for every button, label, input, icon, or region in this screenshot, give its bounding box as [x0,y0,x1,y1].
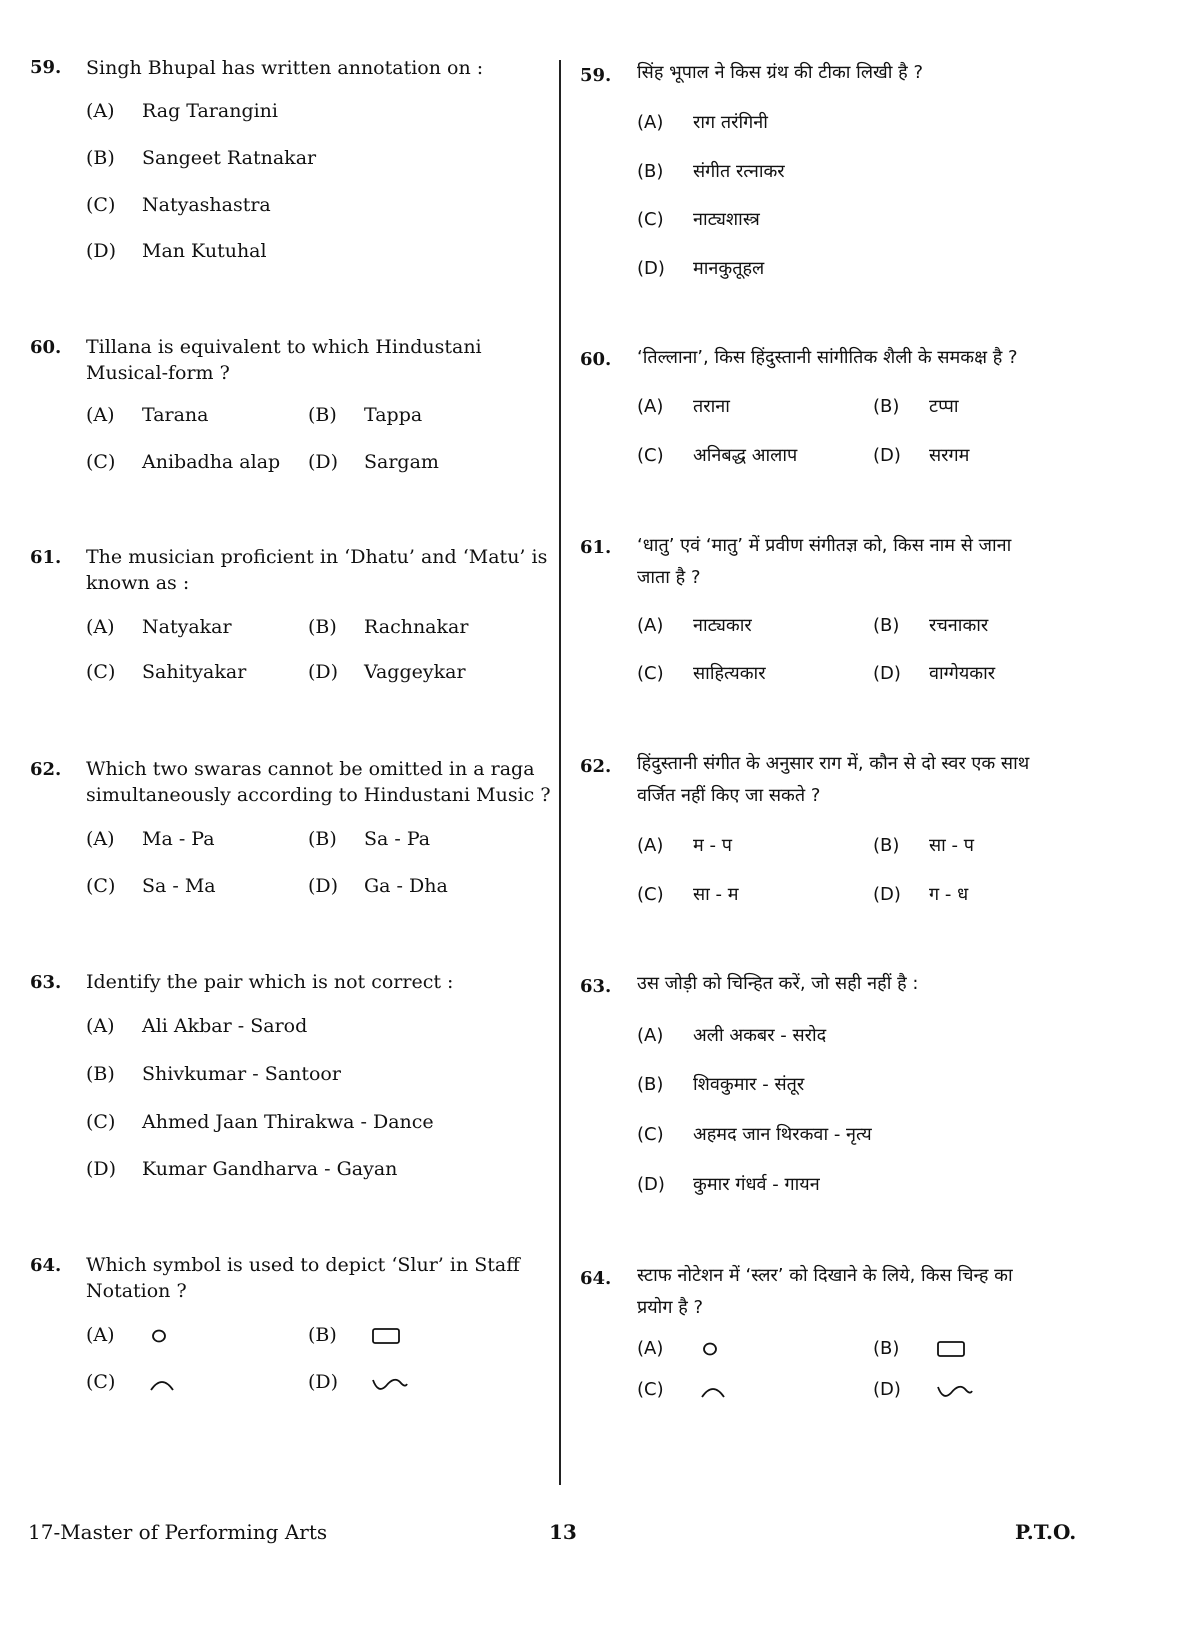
option-b: (B) [873,1338,967,1360]
question-text: The musician proficient in ‘Dhatu’ and ‘Matu’ is known as : [86,546,548,594]
question-text: Identify the pair which is not correct : [86,971,454,993]
option-c: (C) अनिबद्ध आलाप [637,445,798,466]
question-number: 59. [580,65,612,86]
question-text: Which two swaras cannot be omitted in a raga simultaneously according to Hindustani Music ? [86,758,551,806]
page-number: 13 [549,1520,577,1544]
option-a: (A) राग तरंगिनी [637,112,768,133]
option-c: (C) [86,1371,176,1394]
question-number: 64. [30,1255,62,1276]
pto-label: P.T.O. [1015,1520,1077,1544]
option-a: (A) Tarana [86,404,209,426]
option-d: (D) सरगम [873,445,970,466]
option-c: (C) Sa - Ma [86,875,216,897]
rectangle-symbol-icon [370,1325,402,1347]
question-text: सिंह भूपाल ने किस ग्रंथ की टीका लिखी है ? [637,62,923,83]
question-text: उस जोड़ी को चिन्हित करें, जो सही नहीं है : [637,973,919,994]
question-text: Tillana is equivalent to which Hindustani Musical-form ? [86,336,482,384]
wavy-symbol-icon [935,1379,975,1401]
slur-arc-symbol-icon [699,1379,727,1401]
question-text: स्टाफ नोटेशन में ‘स्लर’ को दिखाने के लिये, किस चिन्ह का प्रयोग है ? [637,1265,1013,1318]
option-a: (A) Natyakar [86,616,232,638]
option-a: (A) तराना [637,396,730,417]
option-b: (B) [308,1324,402,1347]
option-d: (D) मानकुतूहल [637,258,765,279]
rectangle-symbol-icon [935,1338,967,1360]
option-c: (C) Anibadha alap [86,451,281,473]
option-d: (D) Man Kutuhal [86,240,267,262]
option-d: (D) कुमार गंधर्व - गायन [637,1174,820,1195]
circle-symbol-icon [699,1338,721,1360]
option-c: (C) सा - म [637,884,739,905]
option-c: (C) Ahmed Jaan Thirakwa - Dance [86,1111,434,1133]
option-d: (D) ग - ध [873,884,969,905]
question-number: 63. [30,972,62,993]
question-text: ‘धातु’ एवं ‘मातु’ में प्रवीण संगीतज्ञ को, किस नाम से जाना जाता है ? [637,535,1012,588]
option-d: (D) [308,1371,410,1394]
option-b: (B) Rachnakar [308,616,469,638]
option-b: (B) Tappa [308,404,423,426]
option-b: (B) सा - प [873,835,974,856]
option-b: (B) Sangeet Ratnakar [86,147,317,169]
option-a: (A) नाट्यकार [637,615,752,636]
option-b: (B) टप्पा [873,396,959,417]
question-number: 63. [580,976,612,997]
option-b: (B) Sa - Pa [308,828,431,850]
question-number: 60. [30,337,62,358]
option-a: (A) अली अकबर - सरोद [637,1025,827,1046]
option-d: (D) Kumar Gandharva - Gayan [86,1158,398,1180]
option-d: (D) वाग्गेयकार [873,663,996,684]
question-number: 59. [30,57,62,78]
option-c: (C) Natyashastra [86,194,271,216]
wavy-symbol-icon [370,1372,410,1394]
question-number: 64. [580,1268,612,1289]
question-number: 61. [580,537,612,558]
option-a: (A) Ali Akbar - Sarod [86,1015,308,1037]
option-b: (B) Shivkumar - Santoor [86,1063,341,1085]
option-a: (A) [637,1338,721,1360]
option-a: (A) म - प [637,835,732,856]
option-c: (C) नाट्यशास्त्र [637,209,760,230]
question-text: हिंदुस्तानी संगीत के अनुसार राग में, कौन से दो स्वर एक साथ वर्जित नहीं किए जा सकते ? [637,753,1030,806]
option-a: (A) Rag Tarangini [86,100,278,122]
question-text: Singh Bhupal has written annotation on : [86,57,484,79]
option-d: (D) Ga - Dha [308,875,448,897]
option-c: (C) साहित्यकार [637,663,766,684]
option-c: (C) Sahityakar [86,661,247,683]
option-d: (D) Sargam [308,451,439,473]
question-number: 60. [580,349,612,370]
option-a: (A) Ma - Pa [86,828,215,850]
question-number: 62. [580,756,612,777]
question-number: 61. [30,547,62,568]
option-b: (B) शिवकुमार - संतूर [637,1074,805,1095]
column-divider [559,60,561,1485]
option-c: (C) अहमद जान थिरकवा - नृत्य [637,1124,872,1145]
option-c: (C) [637,1379,727,1401]
option-b: (B) संगीत रत्नाकर [637,161,785,182]
question-text: ‘तिल्लाना’, किस हिंदुस्तानी सांगीतिक शैली के समकक्ष है ? [637,347,1018,368]
question-text: Which symbol is used to depict ‘Slur’ in Staff Notation ? [86,1254,520,1302]
option-b: (B) रचनाकार [873,615,989,636]
footer-paper-title: 17-Master of Performing Arts [28,1520,328,1544]
question-number: 62. [30,759,62,780]
option-d: (D) Vaggeykar [308,661,466,683]
slur-arc-symbol-icon [148,1372,176,1394]
option-d: (D) [873,1379,975,1401]
option-a: (A) [86,1324,170,1347]
circle-symbol-icon [148,1325,170,1347]
